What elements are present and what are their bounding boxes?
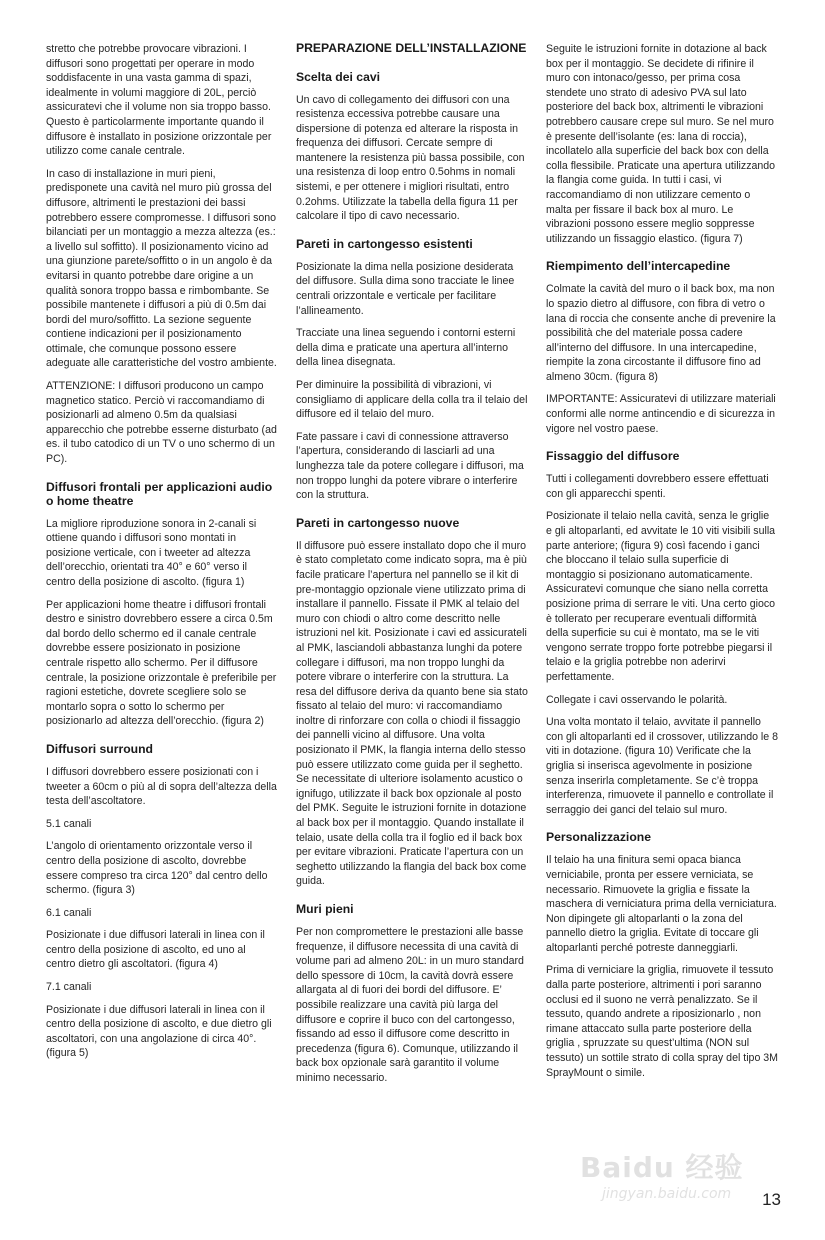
section-heading: Fissaggio del diffusore — [546, 449, 680, 464]
column-right — [546, 42, 778, 1088]
paragraph: Una volta montato il telaio, avvitate il pannello con gli altoparlanti ed il crossover, utilizzando le 8 viti in dotazione. (figura 10) Verificate che la griglia si inserisca agevolmente in posizione senza inserirla completamente. Se c’è troppa interferenza, rimuovete il pannello e controllate il serraggio dei ganci del telaio sul muro. — [546, 716, 779, 816]
paragraph: IMPORTANTE: Assicuratevi di utilizzare materiali conformi alle norme antincendio e di sicurezza in vigore nel vostro paese. — [546, 393, 776, 435]
paragraph: Per applicazioni home theatre i diffusori frontali destro e sinistro dovrebbero essere a circa 0.5m dal bordo dello schermo ed il canale centrale dovrebbe essere posizionato in posizione centrale rispetto allo schermo. Per il diffusore centrale, la posizione orizzontale è preferibile per ragioni estetiche, dovrete scegliere solo se montarlo sopra o sotto lo schermo per posizionarlo ad altezza dell’orecchio. (figura 2) — [46, 598, 277, 728]
paragraph: Seguite le istruzioni fornite in dotazione al back box per il montaggio. Se decidete di rifinire il muro con intonaco/gesso, per prima cosa stendete uno strato di adesivo PVA sul lato posteriore del back box, altrimenti le vibrazioni potrebbero causare crepe sul muro. Se nel muro è presente dell’isolante (es: lana di roccia), incollatelo alla superficie del back box con della colla flessibile. Praticate una apertura utilizzando la flangia come guida. In tutti i casi, vi raccomandiamo di non utilizzare cemento o malta per fissare il back box al muro. Le vibrazioni possono essere meglio soppresse utilizzando un fissaggio elastico. (figura 7) — [546, 43, 776, 245]
paragraph: La migliore riproduzione sonora in 2-canali si ottiene quando i diffusori sono montati in posizione verticale, con i tweeter ad altezza dell’orecchio, orientati tra 40° e 60° verso il centro della posizione di ascolto. (figura 1) — [46, 517, 257, 588]
paragraph: Posizionate la dima nella posizione desiderata del diffusore. Sulla dima sono tracciate le linee centrali orizzontale e verticale per facilitare l’allineamento. — [296, 260, 515, 317]
paragraph: stretto che potrebbe provocare vibrazioni. I diffusori sono progettati per operare in modo soddisfacente in una vasta gamma di spazi, idealmente in volumi maggiore di 20L, perciò assicuratevi che il volume non sia troppo basso. Questo è particolarmente importante quando il diffusore è installato in posizione orizzontale per utilizzo come canale centrale. — [46, 43, 272, 158]
paragraph: Posizionate il telaio nella cavità, senza le griglie e gli altoparlanti, ed avvitate le 10 viti visibili sulla parte anteriore; (figura 9) così facendo i ganci che bloccano il telaio sulla superficie di montaggio si posizionano automaticamente. Assicuratevi comunque che siano nella corretta posizione prima di serrare le viti. Una certo gioco è tollerato per recuperare eventuali difformità della superficie su cui è montato, ma se le viti vengono serrate troppo forte potrebbe piegarsi il telaio e la griglia potrebbe non aderirvi perfettamente. — [546, 510, 776, 683]
paragraph: In caso di installazione in muri pieni, predisponete una cavità nel muro più grossa del diffusore, altrimenti le prestazioni dei bassi potrebbero essere compromesse. I diffusori sono bilanciati per un montaggio a mezza altezza (es.: a livello sul soffitto). Il posizionamento vicino ad una giunzione parete/soffitto o in un angolo è da evitarsi in quanto potrebbe dare origine a un qualità sonora troppo bassa e rimbombante. Se possibile mantenete i diffusori a più di 0.5m dai bordi del muro/soffitto. La sezione seguente contiene indicazioni per il posizionamento ottimale, che comunque possono essere adeguate alle caratteristiche del vostro ambiente. — [46, 167, 277, 370]
section-heading: Pareti in cartongesso esistenti — [296, 236, 473, 251]
section-heading: Riempimento dell’intercapedine — [546, 259, 731, 274]
paragraph: 7.1 canali — [46, 981, 92, 994]
paragraph: Per non compromettere le prestazioni alle basse frequenze, il diffusore necessita di una cavità di volume pari ad almeno 20L: in un muro standard dello spessore di 10cm, la cavità dovrà essere allargata al di fuori dei bordi del diffusore. E’ possibile realizzare una cavità più larga del diffusore e coprire il buco con del cartongesso, fissando ad esso il diffusore come descritto in precedenza (figura 6). Comunque, utilizzando il back box opzionale sarà garantito il volume minimo necessario. — [296, 926, 524, 1084]
paragraph: Tracciate una linea seguendo i contorni esterni della dima e praticate una apertura all’interno della linea disegnata. — [296, 327, 516, 369]
section-heading: Pareti in cartongesso nuove — [296, 515, 460, 530]
column-middle — [296, 42, 528, 1094]
paragraph: I diffusori dovrebbero essere posizionati con i tweeter a 60cm o più al di sopra dell’altezza della testa dell’ascoltatore. — [46, 765, 277, 808]
watermark-main-text: Baidu 经验 — [580, 1151, 744, 1184]
paragraph: Il diffusore può essere installato dopo che il muro è stato completato come indicato sopra, ma è più facile praticare l’apertura nel pannello se il kit di pre-montaggio opzionale viene utilizzato prima di installare il pannello. Fissate il PMK al telaio del muro con chiodi o altro come descritto nelle istruzioni nel kit. Posizionate i cavi ed assicurateli al PMK, lasciandoli abbastanza lunghi da potere collegare i diffusori, ma non troppo lunghi da potere vibrare o interferire con la struttura. La resa del diffusore deriva da quanto bene sia stato fissato al telaio del muro: vi raccomandiamo inoltre di rinforzare con colla o chiodi il fissaggio dei pannelli vicino al diffusore. Una volta posizionato il PMK, la flangia interna dello stesso può essere utilizzato come guida per il seghetto. Se necessitate di ulteriore isolamento acustico o ignifugo, utilizzate il back box opzionale al posto del PMK. Seguite le istruzioni fornite in dotazione al back box per il montaggio. Quando installate il telaio, usate della colla tra il foglio ed il back box per evitare vibrazioni. Praticate l’apertura con un seghetto utilizzando la flangia del back box come guida. — [296, 539, 528, 888]
paragraph: Per diminuire la possibilità di vibrazioni, vi consigliamo di applicare della colla tra il telaio del diffusore ed il telaio del muro. — [296, 379, 528, 421]
paragraph: Posizionate i due diffusori laterali in linea con il centro della posizione di ascolto, e due dietro gli ascoltatori, con una angolazione di circa 40°. (figura 5) — [46, 1003, 272, 1060]
watermark-url-text: jingyan.baidu.com — [602, 1186, 732, 1202]
section-heading: Diffusori frontali per applicazioni audio o home theatre — [46, 479, 273, 508]
section-heading: Scelta dei cavi — [296, 69, 381, 84]
column-left — [46, 42, 278, 1069]
watermark-logo — [580, 1146, 770, 1208]
section-heading: Diffusori surround — [46, 741, 153, 756]
paragraph: Tutti i collegamenti dovrebbero essere effettuati con gli apparecchi spenti. — [546, 473, 769, 500]
paragraph: Il telaio ha una finitura semi opaca bianca verniciabile, pronta per essere verniciata, se necessario. Rimuovete la griglia e fissate la maschera di verniciatura prima della verniciatura. Non dipingete gli altoparlanti o la zona del pannello dietro la griglia. Evitate di toccare gli altoparlanti perché potreste danneggiarli. — [546, 854, 777, 954]
paragraph: Collegate i cavi osservando le polarità. — [546, 693, 728, 706]
paragraph: Un cavo di collegamento dei diffusori con una resistenza eccessiva potrebbe causare una dispersione di potenza ed alterare la risposta in frequenza dei diffusori. Cercate sempre di mantenere la resistenza più bassa possibile, con una resistenza di loop entro 0.5ohms in nomali sistemi, e per ottenere i migliori risultati, entro 0.2ohms. Utilizzate la tabella della figura 11 per calcolare il tipo di cavo necessario. — [296, 93, 525, 223]
paragraph: Prima di verniciare la griglia, rimuovete il tessuto dalla parte posteriore, altrimenti i pori saranno occlusi ed il suono ne verrà penalizzato. Se il tessuto, quando andrete a riposizionarlo , non rimane attaccato sulla parte posteriore della griglia , spruzzate su quest’ultima (NON sul tessuto) un sottile strato di colla spray del tipo 3M SprayMount o simile. — [546, 964, 778, 1079]
section-heading: Personalizzazione — [546, 830, 651, 845]
page-number: 13 — [762, 1190, 781, 1209]
section-heading: PREPARAZIONE DELL’INSTALLAZIONE — [296, 41, 527, 55]
paragraph: L’angolo di orientamento orizzontale verso il centro della posizione di ascolto, dovrebbe essere compreso tra circa 120° dal centro dello schermo. (figura 3) — [46, 840, 268, 897]
paragraph: ATTENZIONE: I diffusori producono un campo magnetico statico. Perciò vi raccomandiamo di posizionarli ad almeno 0.5m da qualsiasi apparecchio che potrebbe esserne disturbato (ad es. il tubo catodico di un TV o uno schermo di un PC). — [46, 380, 277, 466]
paragraph: Posizionate i due diffusori laterali in linea con il centro della posizione di ascolto, ed uno al centro dietro gli ascoltatori. (figura 4) — [46, 929, 265, 971]
section-heading: Muri pieni — [296, 902, 354, 916]
paragraph: Fate passare i cavi di connessione attraverso l’apertura, considerando di lasciarli ad una lunghezza tale da potere collegare i diffusori, ma non troppo lunghi da potere vibrare o interferire con la struttura. — [296, 430, 524, 502]
paragraph: 6.1 canali — [46, 906, 92, 919]
paragraph: Colmate la cavità del muro o il back box, ma non lo spazio dietro al diffusore, con fibra di vetro o lana di roccia che consente anche di prevenire la possibilità che del materiale possa cadere all’interno del diffusore. In una intercapedine, riempite la zona circostante il diffusore fino ad almeno 30cm. (figura 8) — [546, 283, 776, 383]
paragraph: 5.1 canali — [46, 817, 92, 830]
